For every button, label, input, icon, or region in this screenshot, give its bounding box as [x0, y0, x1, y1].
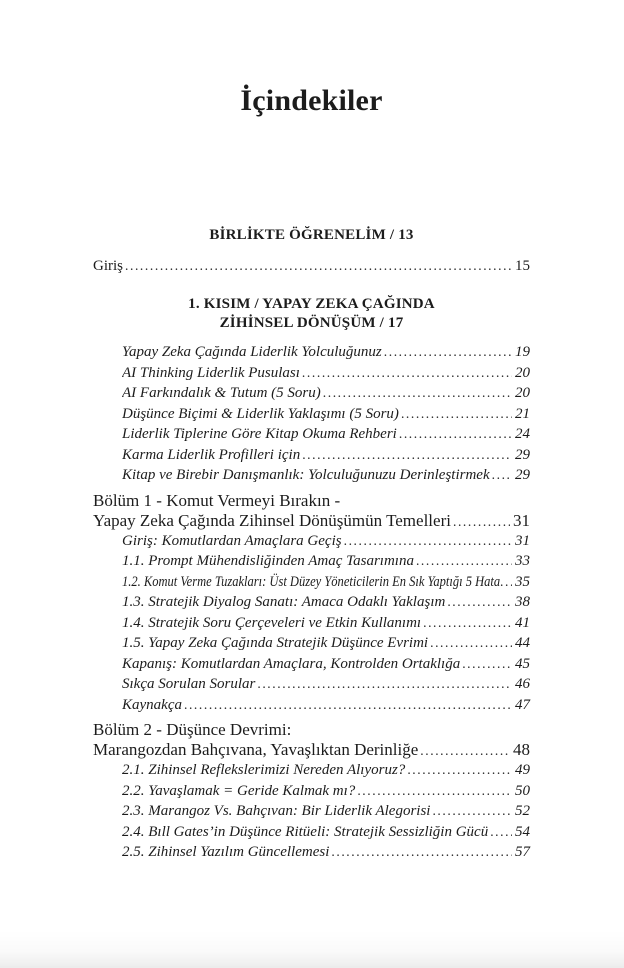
part-heading — [93, 295, 530, 332]
entry-label-text: Kaynakça — [122, 696, 182, 713]
dot-leader — [453, 511, 510, 531]
dot-leader — [331, 842, 512, 862]
dot-leader — [302, 445, 512, 465]
entry-label — [122, 761, 407, 781]
entry-label-text: Yapay Zeka Çağında Liderlik Yolculuğunuz — [122, 344, 382, 360]
toc-entry — [93, 674, 530, 695]
entry-page-number: 29 — [515, 446, 530, 463]
toc-entry — [93, 613, 530, 634]
entry-label — [122, 343, 384, 363]
entry-label-text: 2.2. Yavaşlamak = Geride Kalmak mı? — [122, 782, 356, 799]
entry-label-text: 1.5. Yapay Zeka Çağında Stratejik Düşünce Evrimi — [122, 635, 429, 651]
dot-leader — [462, 654, 512, 674]
dot-leader — [384, 342, 512, 362]
dot-leader — [344, 531, 512, 551]
entry-page-number: 35 — [515, 573, 530, 590]
dot-leader — [423, 613, 512, 633]
dot-leader — [432, 801, 512, 821]
entry-page-number: 20 — [515, 364, 530, 381]
entry-label-text: 1.4. Stratejik Soru Çerçeveleri ve Etkin Kullanımı — [122, 614, 422, 631]
toc-entry — [93, 465, 530, 486]
entry-label-text: Marangozdan Bahçıvana, Yavaşlıktan Derinliğe — [93, 740, 419, 759]
toc-entry — [93, 760, 530, 781]
dot-leader — [490, 822, 512, 842]
toc-entry — [93, 781, 530, 802]
entry-label-text: Giriş — [93, 257, 123, 274]
table-of-contents — [93, 226, 530, 863]
dot-leader — [302, 363, 512, 383]
entry-label — [122, 384, 323, 404]
entry-page-number: 21 — [515, 405, 530, 422]
entry-label-text: 1.3. Stratejik Diyalog Sanatı: Amaca Odaklı Yaklaşım — [122, 594, 446, 610]
entry-label-text: Kitap ve Birebir Danışmanlık: Yolculuğunuzu Derinleştirmek — [122, 467, 490, 483]
toc-entry — [93, 363, 530, 384]
entry-page-number: 57 — [515, 844, 530, 860]
entry-label — [122, 634, 430, 654]
chapter-entry — [93, 491, 530, 531]
toc-entry — [93, 695, 530, 716]
dot-leader — [447, 592, 512, 612]
entry-label-text: AI Farkındalık & Tutum (5 Soru) — [122, 385, 321, 401]
toc-entry — [93, 256, 530, 277]
entry-page-number: 24 — [515, 426, 530, 442]
entry-label — [122, 614, 423, 634]
chapter-toc-row — [93, 740, 530, 760]
dot-leader — [500, 572, 512, 592]
entry-label-text: AI Thinking Liderlik Pusulası — [122, 364, 300, 381]
entry-page-number: 45 — [515, 655, 530, 672]
chapter-toc-row — [93, 511, 530, 531]
toc-entry — [93, 551, 530, 572]
entry-label-text: Düşünce Biçimi & Liderlik Yaklaşımı (5 Soru) — [122, 405, 399, 422]
dot-leader — [357, 781, 512, 801]
entry-label — [122, 593, 447, 613]
entry-page-number: 46 — [515, 676, 530, 692]
entry-label-text: Kapanış: Komutlardan Amaçlara, Kontrolden Ortaklığa — [122, 655, 461, 672]
entry-label-text: 2.5. Zihinsel Yazılım Güncellemesi — [122, 844, 330, 860]
dot-leader — [257, 674, 512, 694]
scan-noise-edge — [0, 930, 624, 968]
entry-page-number: 41 — [515, 614, 530, 631]
dot-leader — [407, 760, 512, 780]
dot-leader — [184, 695, 512, 715]
entry-label — [122, 782, 357, 802]
entry-label — [122, 696, 184, 716]
dot-leader — [420, 740, 510, 760]
entry-label-text: Karma Liderlik Profilleri için — [122, 446, 301, 463]
toc-entry — [93, 404, 530, 425]
entry-page-number: 19 — [515, 344, 530, 360]
entry-page-number: 29 — [515, 467, 530, 483]
toc-entry — [93, 445, 530, 466]
entry-page-number: 33 — [515, 553, 530, 569]
entry-label — [122, 364, 302, 384]
entry-page-number: 31 — [515, 532, 530, 549]
entry-label-text: Sıkça Sorulan Sorular — [122, 676, 256, 692]
toc-entry — [93, 531, 530, 552]
dot-leader — [399, 424, 512, 444]
entry-label-text: Liderlik Tiplerine Göre Kitap Okuma Rehberi — [122, 426, 397, 442]
entry-label-text: 2.3. Marangoz Vs. Bahçıvan: Bir Liderlik Alegorisi — [122, 803, 431, 819]
entry-page-number: 31 — [513, 510, 530, 530]
entry-page-number: 54 — [515, 823, 530, 840]
toc-entry — [93, 383, 530, 404]
entry-page-number: 48 — [513, 740, 530, 759]
toc-entry — [93, 633, 530, 654]
toc-entry — [93, 822, 530, 843]
toc-entry — [93, 801, 530, 822]
entry-page-number: 47 — [515, 696, 530, 713]
entry-page-number: 44 — [515, 635, 530, 651]
dot-leader — [416, 551, 512, 571]
dot-leader — [401, 404, 512, 424]
entry-label — [122, 573, 500, 593]
entry-page-number: 50 — [515, 782, 530, 799]
entry-label — [122, 802, 432, 822]
entry-label — [93, 257, 125, 277]
entry-label-text: Yapay Zeka Çağında Zihinsel Dönüşümün Temelleri — [93, 510, 451, 530]
entry-label-text: 1.1. Prompt Mühendisliğinden Amaç Tasarımına — [122, 553, 414, 569]
part-heading-line: BİRLİKTE ÖĞRENELİM / 13 — [209, 227, 414, 243]
entry-label-text: Giriş: Komutlardan Amaçlara Geçiş — [122, 532, 342, 549]
entry-page-number: 49 — [515, 762, 530, 778]
toc-entry — [93, 654, 530, 675]
page-title: İçindekiler — [240, 84, 383, 117]
entry-label-text: 1.2. Komut Verme Tuzakları: Üst Düzey Yöneticilerin En Sık Yaptığı 5 Hata — [122, 573, 500, 590]
toc-entry — [93, 424, 530, 445]
entry-label — [93, 511, 453, 531]
entry-label — [122, 823, 490, 843]
entry-label — [93, 740, 420, 760]
dot-leader — [430, 633, 512, 653]
chapter-title-line: Bölüm 2 - Düşünce Devrimi: — [93, 720, 292, 739]
entry-page-number: 52 — [515, 803, 530, 819]
entry-label — [122, 466, 492, 486]
entry-label — [122, 405, 401, 425]
toc-entry — [93, 572, 530, 593]
toc-entry — [93, 842, 530, 863]
dot-leader — [492, 465, 512, 485]
part-heading-line: 1. KISIM / YAPAY ZEKA ÇAĞINDA — [188, 296, 435, 312]
entry-page-number: 20 — [515, 385, 530, 401]
toc-entry — [93, 342, 530, 363]
entry-label-text: 2.4. Bıll Gates’in Düşünce Ritüeli: Stratejik Sessizliğin Gücü — [122, 823, 489, 840]
chapter-entry — [93, 720, 530, 760]
entry-label — [122, 843, 331, 863]
entry-label-text: 2.1. Zihinsel Reflekslerimizi Nereden Alıyoruz? — [122, 762, 406, 778]
chapter-title-line: Bölüm 1 - Komut Vermeyi Bırakın - — [93, 490, 341, 510]
dot-leader — [323, 383, 512, 403]
entry-label — [122, 655, 462, 675]
entry-label — [122, 446, 302, 466]
entry-label — [122, 675, 257, 695]
part-heading-line: ZİHİNSEL DÖNÜŞÜM / 17 — [219, 314, 404, 331]
entry-label — [122, 552, 416, 572]
part-heading — [93, 226, 530, 245]
entry-page-number: 38 — [515, 594, 530, 610]
entry-page-number: 15 — [515, 257, 530, 274]
toc-entry — [93, 592, 530, 613]
entry-label — [122, 532, 344, 552]
page-content — [93, 0, 530, 863]
dot-leader — [125, 256, 512, 276]
entry-label — [122, 425, 399, 445]
